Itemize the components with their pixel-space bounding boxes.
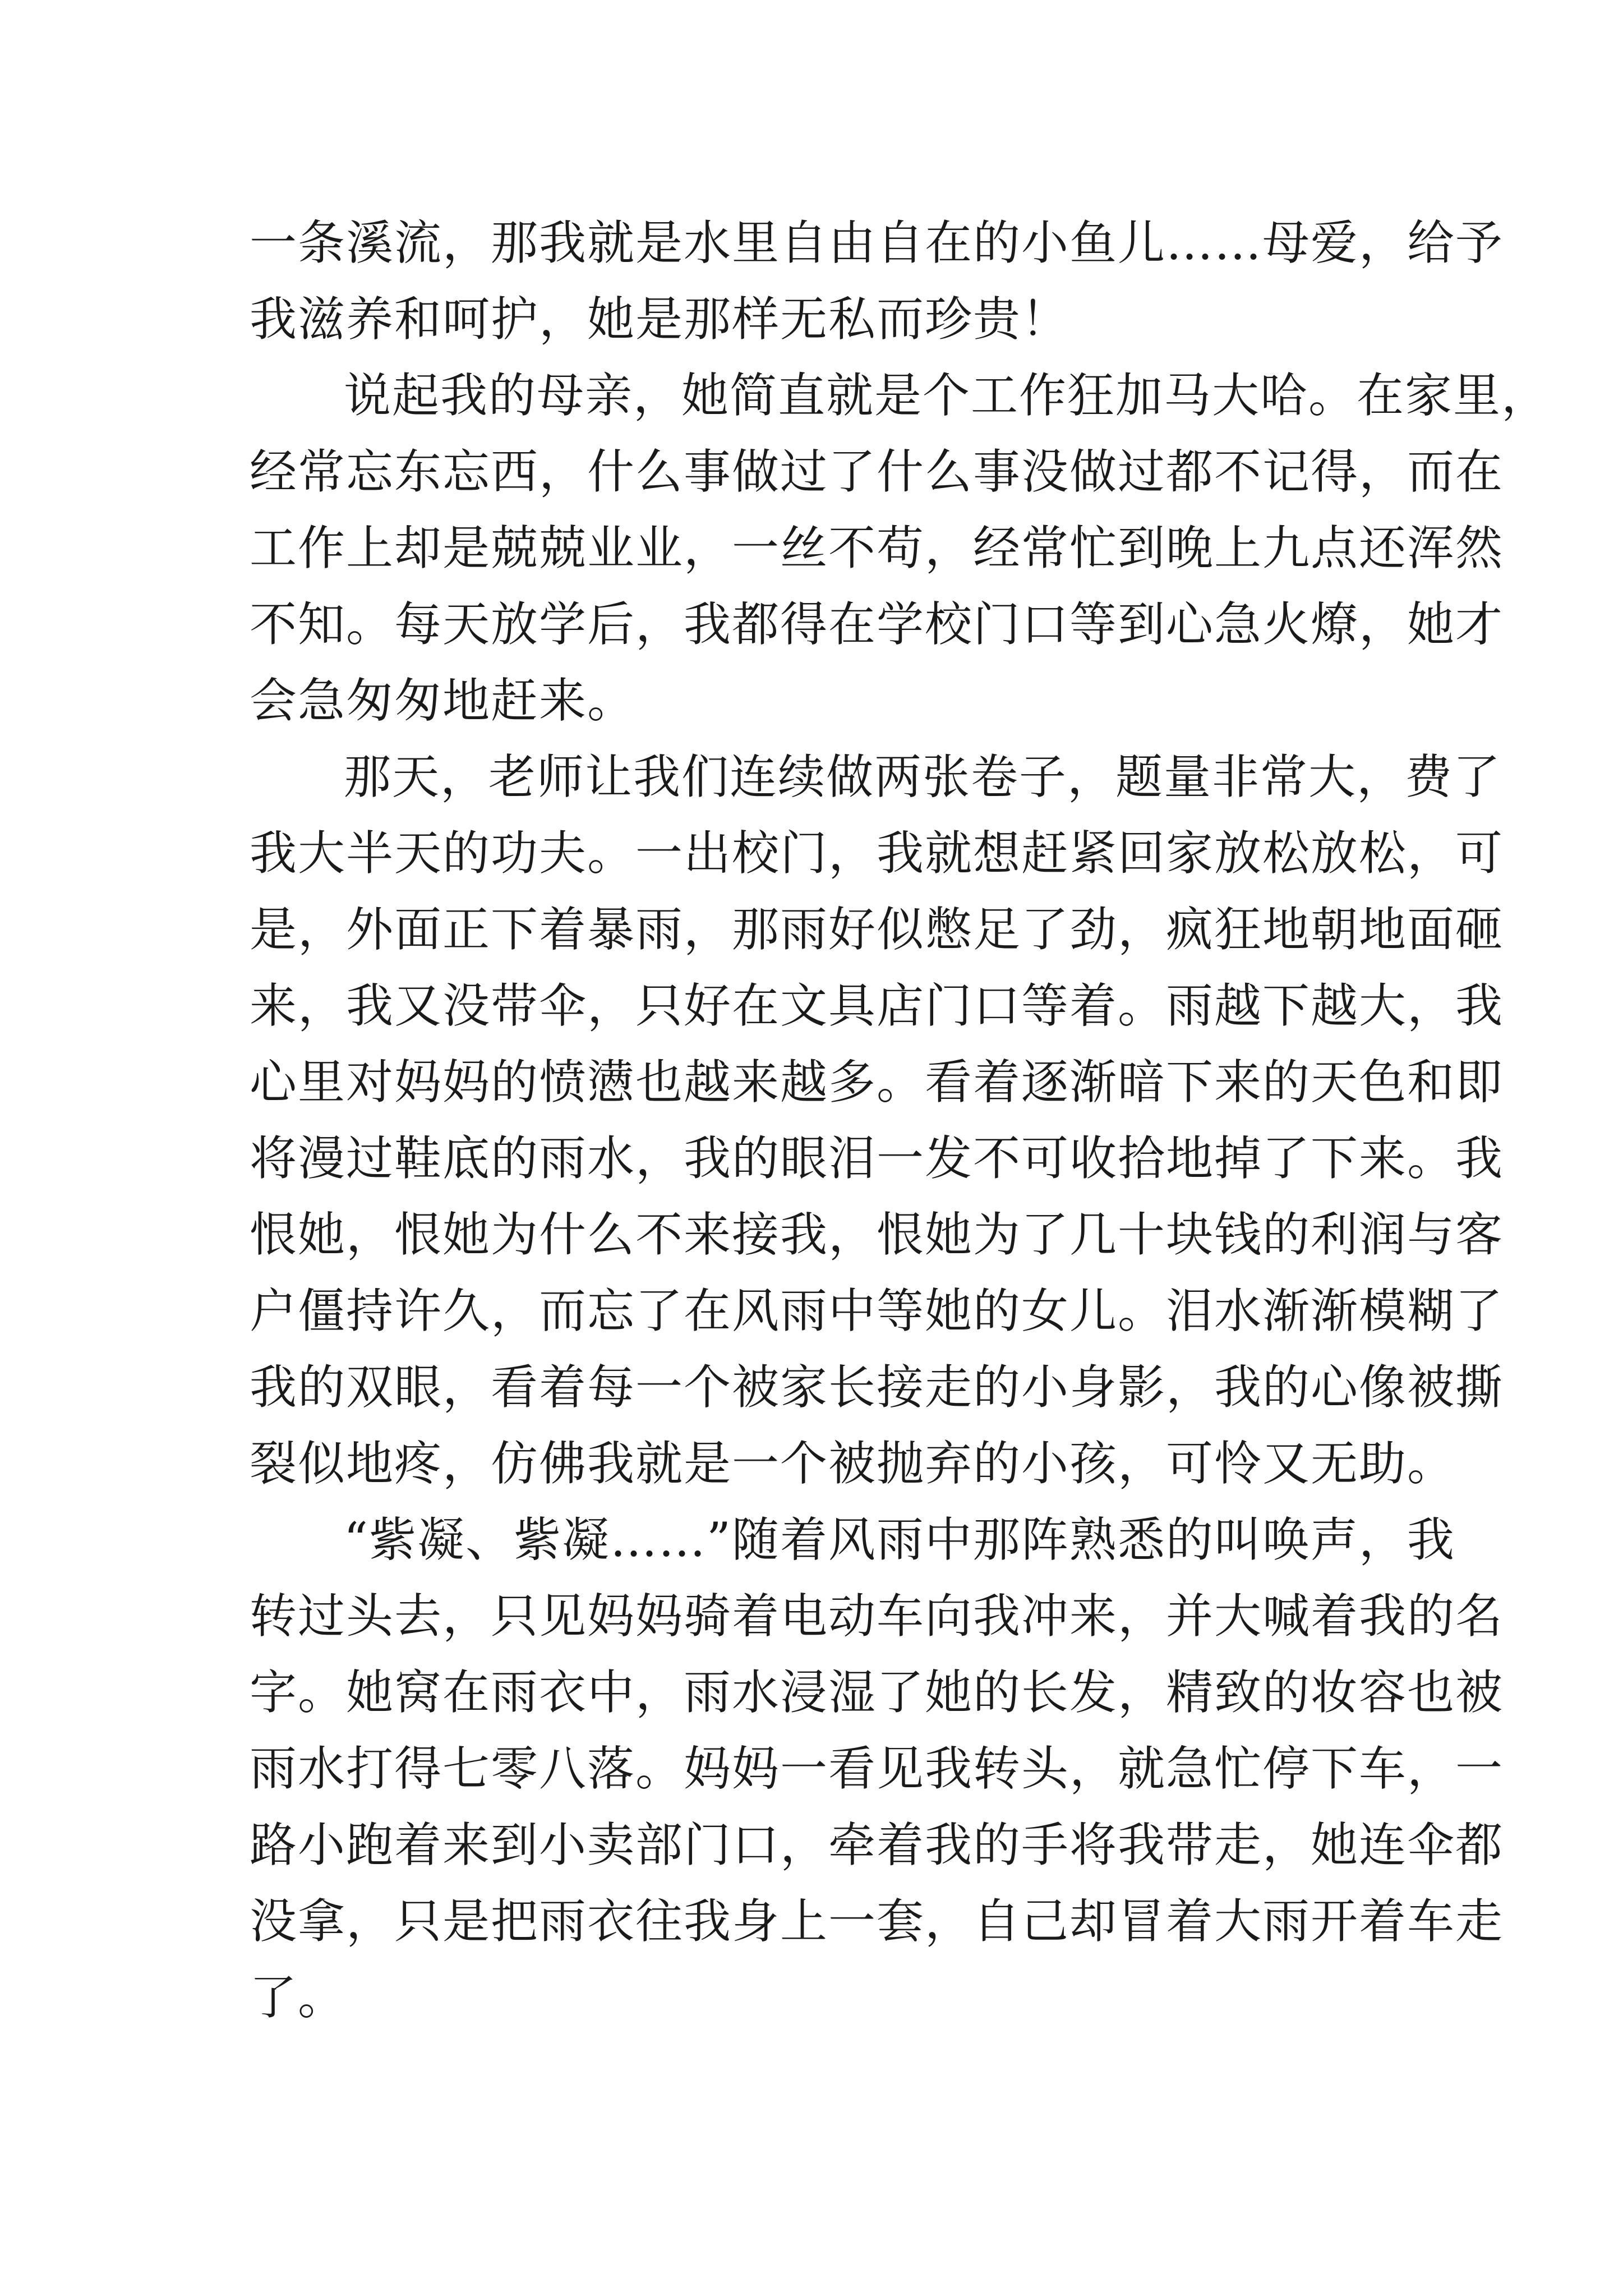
text-line: 将漫过鞋底的雨水，我的眼泪一发不可收拾地掉了下来。我 [250, 1131, 1504, 1186]
text-line: 了。 [250, 1970, 347, 2025]
text-line: “紫凝、紫凝……”随着风雨中那阵熟悉的叫唤声，我 [344, 1512, 1455, 1567]
paragraph [250, 205, 1504, 357]
text-line: 工作上却是兢兢业业，一丝不苟，经常忙到晚上九点还浑然 [250, 521, 1504, 576]
text-line: 没拿，只是把雨衣往我身上一套，自己却冒着大雨开着车走 [250, 1894, 1504, 1949]
text-line: 不知。每天放学后，我都得在学校门口等到心急火燎，她才 [250, 597, 1504, 652]
text-line: 我滋养和呵护，她是那样无私而珍贵！ [250, 292, 1070, 347]
text-line: 是，外面正下着暴雨，那雨好似憋足了劲，疯狂地朝地面砸 [250, 902, 1504, 957]
paragraph [250, 1502, 1504, 2036]
paragraph [250, 739, 1504, 1502]
text-line: 户僵持许久，而忘了在风雨中等她的女儿。泪水渐渐模糊了 [250, 1283, 1504, 1338]
text-line: 说起我的母亲，她简直就是个工作狂加马大哈。在家里， [344, 368, 1550, 423]
text-line: 雨水打得七零八落。妈妈一看见我转头，就急忙停下车，一 [250, 1741, 1504, 1796]
text-line: 转过头去，只见妈妈骑着电动车向我冲来，并大喊着我的名 [250, 1589, 1504, 1644]
text-line: 字。她窝在雨衣中，雨水浸湿了她的长发，精致的妆容也被 [250, 1665, 1504, 1720]
text-line: 心里对妈妈的愤懑也越来越多。看着逐渐暗下来的天色和即 [250, 1055, 1504, 1110]
text-line: 我的双眼，看着每一个被家长接走的小身影，我的心像被撕 [250, 1360, 1504, 1415]
text-line: 来，我又没带伞，只好在文具店门口等着。雨越下越大，我 [250, 978, 1504, 1033]
text-line: 裂似地疼，仿佛我就是一个被抛弃的小孩，可怜又无助。 [250, 1436, 1456, 1491]
text-line: 我大半天的功夫。一出校门，我就想赶紧回家放松放松，可 [250, 826, 1504, 881]
text-line: 恨她，恨她为什么不来接我，恨她为了几十块钱的利润与客 [250, 1207, 1504, 1262]
text-line: 那天，老师让我们连续做两张卷子，题量非常大，费了 [344, 749, 1502, 804]
text-line: 会急匆匆地赶来。 [250, 673, 636, 728]
text-line: 一条溪流，那我就是水里自由自在的小鱼儿……母爱，给予 [250, 215, 1504, 270]
text-line: 路小跑着来到小卖部门口，牵着我的手将我带走，她连伞都 [250, 1818, 1504, 1872]
text-line: 经常忘东忘西，什么事做过了什么事没做过都不记得，而在 [250, 444, 1504, 499]
body-text [250, 205, 1550, 2036]
paragraph [250, 357, 1550, 739]
